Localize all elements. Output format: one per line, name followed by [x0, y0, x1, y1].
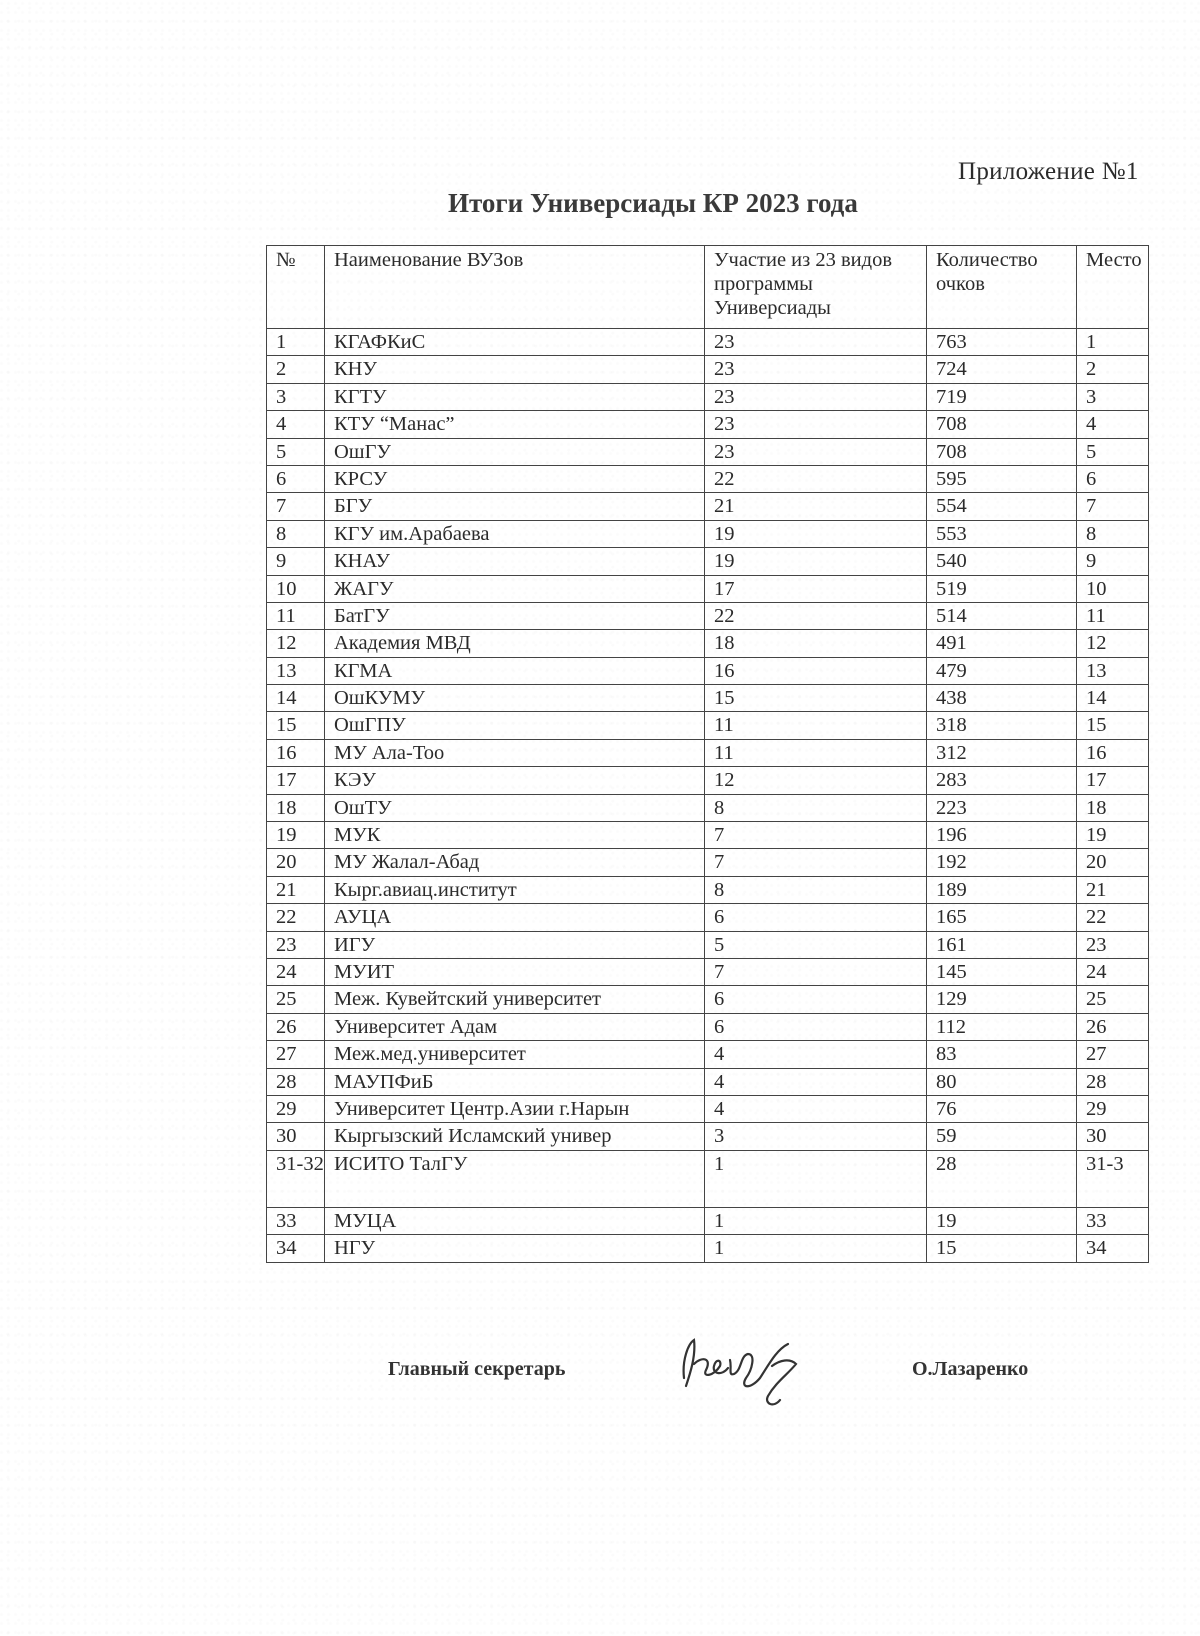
cell-points: 708	[927, 438, 1077, 465]
cell-num: 7	[267, 493, 325, 520]
cell-name: МУЦА	[325, 1207, 705, 1234]
cell-name: МУ Ала-Тоо	[325, 739, 705, 766]
table-row	[267, 958, 1149, 985]
cell-num: 27	[267, 1041, 325, 1068]
cell-place: 10	[1077, 575, 1149, 602]
cell-participation: 8	[705, 876, 927, 903]
table-row	[267, 602, 1149, 629]
cell-name: Кырг.авиац.институт	[325, 876, 705, 903]
table-row	[267, 849, 1149, 876]
results-table	[266, 245, 1149, 1263]
table-row	[267, 438, 1149, 465]
cell-points: 112	[927, 1013, 1077, 1040]
table-row	[267, 1123, 1149, 1150]
table-row	[267, 1013, 1149, 1040]
table-row	[267, 904, 1149, 931]
cell-place: 5	[1077, 438, 1149, 465]
cell-name: КГМА	[325, 657, 705, 684]
cell-participation: 4	[705, 1095, 927, 1122]
cell-name: Университет Центр.Азии г.Нарын	[325, 1095, 705, 1122]
cell-points: 19	[927, 1207, 1077, 1234]
cell-num: 29	[267, 1095, 325, 1122]
cell-participation: 7	[705, 849, 927, 876]
table-row	[267, 493, 1149, 520]
cell-points: 15	[927, 1235, 1077, 1262]
cell-name: КРСУ	[325, 465, 705, 492]
cell-participation: 21	[705, 493, 927, 520]
cell-place: 19	[1077, 822, 1149, 849]
cell-num: 26	[267, 1013, 325, 1040]
cell-name: БГУ	[325, 493, 705, 520]
cell-points: 438	[927, 685, 1077, 712]
header-name: Наименование ВУЗов	[325, 246, 705, 329]
signature-mark	[676, 1330, 826, 1412]
cell-place: 11	[1077, 602, 1149, 629]
cell-place: 1	[1077, 329, 1149, 356]
cell-num: 19	[267, 822, 325, 849]
cell-points: 161	[927, 931, 1077, 958]
cell-points: 189	[927, 876, 1077, 903]
table-row	[267, 329, 1149, 356]
cell-points: 318	[927, 712, 1077, 739]
table-header-row	[267, 246, 1149, 329]
cell-name: Меж. Кувейтский университет	[325, 986, 705, 1013]
cell-num: 8	[267, 520, 325, 547]
cell-num: 4	[267, 411, 325, 438]
table-row	[267, 1150, 1149, 1207]
cell-num: 33	[267, 1207, 325, 1234]
table-row	[267, 1207, 1149, 1234]
cell-name: ИСИТО ТалГУ	[325, 1150, 705, 1207]
cell-points: 724	[927, 356, 1077, 383]
cell-points: 491	[927, 630, 1077, 657]
cell-name: Университет Адам	[325, 1013, 705, 1040]
cell-points: 83	[927, 1041, 1077, 1068]
table-row	[267, 465, 1149, 492]
cell-points: 312	[927, 739, 1077, 766]
cell-points: 283	[927, 767, 1077, 794]
cell-place: 12	[1077, 630, 1149, 657]
cell-points: 553	[927, 520, 1077, 547]
cell-place: 17	[1077, 767, 1149, 794]
cell-points: 28	[927, 1150, 1077, 1207]
cell-num: 12	[267, 630, 325, 657]
cell-points: 554	[927, 493, 1077, 520]
table-row	[267, 356, 1149, 383]
cell-points: 76	[927, 1095, 1077, 1122]
cell-place: 21	[1077, 876, 1149, 903]
cell-num: 13	[267, 657, 325, 684]
cell-name: ОшГУ	[325, 438, 705, 465]
cell-name: КНАУ	[325, 548, 705, 575]
cell-num: 25	[267, 986, 325, 1013]
cell-num: 22	[267, 904, 325, 931]
cell-participation: 17	[705, 575, 927, 602]
cell-name: НГУ	[325, 1235, 705, 1262]
cell-points: 196	[927, 822, 1077, 849]
cell-num: 15	[267, 712, 325, 739]
cell-name: ОшГПУ	[325, 712, 705, 739]
table-row	[267, 1235, 1149, 1262]
cell-num: 30	[267, 1123, 325, 1150]
cell-num: 17	[267, 767, 325, 794]
cell-num: 34	[267, 1235, 325, 1262]
cell-participation: 19	[705, 520, 927, 547]
cell-points: 540	[927, 548, 1077, 575]
cell-participation: 23	[705, 356, 927, 383]
header-place: Место	[1077, 246, 1149, 329]
header-num: №	[267, 246, 325, 329]
cell-name: МУ Жалал-Абад	[325, 849, 705, 876]
table-row	[267, 876, 1149, 903]
signatory-position: Главный секретарь	[388, 1358, 566, 1380]
cell-num: 2	[267, 356, 325, 383]
cell-name: МУК	[325, 822, 705, 849]
table-row	[267, 794, 1149, 821]
cell-place: 33	[1077, 1207, 1149, 1234]
table-row	[267, 411, 1149, 438]
cell-name: КТУ “Манас”	[325, 411, 705, 438]
cell-num: 18	[267, 794, 325, 821]
cell-num: 20	[267, 849, 325, 876]
cell-num: 24	[267, 958, 325, 985]
cell-participation: 7	[705, 822, 927, 849]
cell-num: 1	[267, 329, 325, 356]
appendix-label: Приложение №1	[958, 158, 1139, 185]
cell-place: 8	[1077, 520, 1149, 547]
table-row	[267, 931, 1149, 958]
cell-name: ЖАГУ	[325, 575, 705, 602]
table-row	[267, 548, 1149, 575]
cell-participation: 7	[705, 958, 927, 985]
cell-place: 24	[1077, 958, 1149, 985]
cell-points: 519	[927, 575, 1077, 602]
cell-num: 16	[267, 739, 325, 766]
cell-points: 80	[927, 1068, 1077, 1095]
cell-participation: 18	[705, 630, 927, 657]
cell-name: АУЦА	[325, 904, 705, 931]
cell-name: ОшТУ	[325, 794, 705, 821]
table-row	[267, 630, 1149, 657]
cell-num: 5	[267, 438, 325, 465]
table-row	[267, 1095, 1149, 1122]
table-row	[267, 685, 1149, 712]
cell-name: Академия МВД	[325, 630, 705, 657]
cell-place: 22	[1077, 904, 1149, 931]
cell-points: 192	[927, 849, 1077, 876]
cell-participation: 22	[705, 465, 927, 492]
table-row	[267, 712, 1149, 739]
cell-num: 3	[267, 383, 325, 410]
header-points: Количество очков	[927, 246, 1077, 329]
cell-participation: 6	[705, 986, 927, 1013]
cell-points: 59	[927, 1123, 1077, 1150]
table-row	[267, 575, 1149, 602]
table-row	[267, 986, 1149, 1013]
cell-participation: 23	[705, 411, 927, 438]
table-row	[267, 520, 1149, 547]
cell-name: КГТУ	[325, 383, 705, 410]
cell-participation: 19	[705, 548, 927, 575]
signatory-name: О.Лазаренко	[912, 1358, 1029, 1380]
cell-points: 595	[927, 465, 1077, 492]
cell-participation: 12	[705, 767, 927, 794]
cell-place: 16	[1077, 739, 1149, 766]
cell-name: ИГУ	[325, 931, 705, 958]
cell-name: ОшКУМУ	[325, 685, 705, 712]
cell-points: 514	[927, 602, 1077, 629]
cell-name: Меж.мед.университет	[325, 1041, 705, 1068]
cell-participation: 22	[705, 602, 927, 629]
cell-place: 30	[1077, 1123, 1149, 1150]
cell-place: 7	[1077, 493, 1149, 520]
cell-name: БатГУ	[325, 602, 705, 629]
cell-participation: 15	[705, 685, 927, 712]
cell-name: КГУ им.Арабаева	[325, 520, 705, 547]
cell-num: 6	[267, 465, 325, 492]
cell-place: 9	[1077, 548, 1149, 575]
table-row	[267, 739, 1149, 766]
cell-place: 6	[1077, 465, 1149, 492]
cell-points: 708	[927, 411, 1077, 438]
header-participation: Участие из 23 видов программы Универсиады	[705, 246, 927, 329]
cell-participation: 1	[705, 1150, 927, 1207]
cell-participation: 8	[705, 794, 927, 821]
cell-participation: 1	[705, 1235, 927, 1262]
cell-place: 15	[1077, 712, 1149, 739]
cell-num: 23	[267, 931, 325, 958]
cell-name: Кыргызский Исламский универ	[325, 1123, 705, 1150]
cell-participation: 23	[705, 383, 927, 410]
cell-place: 14	[1077, 685, 1149, 712]
cell-name: КЭУ	[325, 767, 705, 794]
table-row	[267, 822, 1149, 849]
cell-num: 10	[267, 575, 325, 602]
cell-participation: 5	[705, 931, 927, 958]
cell-place: 18	[1077, 794, 1149, 821]
cell-num: 31-32	[267, 1150, 325, 1207]
table-row	[267, 1068, 1149, 1095]
cell-num: 14	[267, 685, 325, 712]
cell-place: 25	[1077, 986, 1149, 1013]
cell-points: 479	[927, 657, 1077, 684]
cell-participation: 1	[705, 1207, 927, 1234]
table-body	[267, 329, 1149, 1263]
cell-place: 29	[1077, 1095, 1149, 1122]
page-title: Итоги Универсиады КР 2023 года	[448, 188, 858, 218]
table-row	[267, 657, 1149, 684]
cell-points: 145	[927, 958, 1077, 985]
cell-num: 11	[267, 602, 325, 629]
cell-name: МАУПФиБ	[325, 1068, 705, 1095]
cell-place: 28	[1077, 1068, 1149, 1095]
cell-place: 34	[1077, 1235, 1149, 1262]
cell-points: 719	[927, 383, 1077, 410]
cell-place: 3	[1077, 383, 1149, 410]
cell-participation: 4	[705, 1041, 927, 1068]
cell-num: 28	[267, 1068, 325, 1095]
cell-place: 26	[1077, 1013, 1149, 1040]
cell-points: 763	[927, 329, 1077, 356]
cell-participation: 6	[705, 904, 927, 931]
cell-points: 129	[927, 986, 1077, 1013]
table-row	[267, 1041, 1149, 1068]
cell-participation: 23	[705, 438, 927, 465]
cell-participation: 11	[705, 739, 927, 766]
cell-place: 2	[1077, 356, 1149, 383]
table-row	[267, 767, 1149, 794]
cell-points: 223	[927, 794, 1077, 821]
cell-participation: 16	[705, 657, 927, 684]
cell-participation: 6	[705, 1013, 927, 1040]
cell-participation: 4	[705, 1068, 927, 1095]
table-row	[267, 383, 1149, 410]
cell-place: 20	[1077, 849, 1149, 876]
cell-name: КГАФКиС	[325, 329, 705, 356]
cell-place: 31-3	[1077, 1150, 1149, 1207]
cell-participation: 3	[705, 1123, 927, 1150]
cell-place: 13	[1077, 657, 1149, 684]
cell-participation: 23	[705, 329, 927, 356]
cell-points: 165	[927, 904, 1077, 931]
cell-place: 4	[1077, 411, 1149, 438]
cell-num: 21	[267, 876, 325, 903]
cell-name: МУИТ	[325, 958, 705, 985]
cell-place: 27	[1077, 1041, 1149, 1068]
cell-num: 9	[267, 548, 325, 575]
cell-place: 23	[1077, 931, 1149, 958]
cell-name: КНУ	[325, 356, 705, 383]
cell-participation: 11	[705, 712, 927, 739]
